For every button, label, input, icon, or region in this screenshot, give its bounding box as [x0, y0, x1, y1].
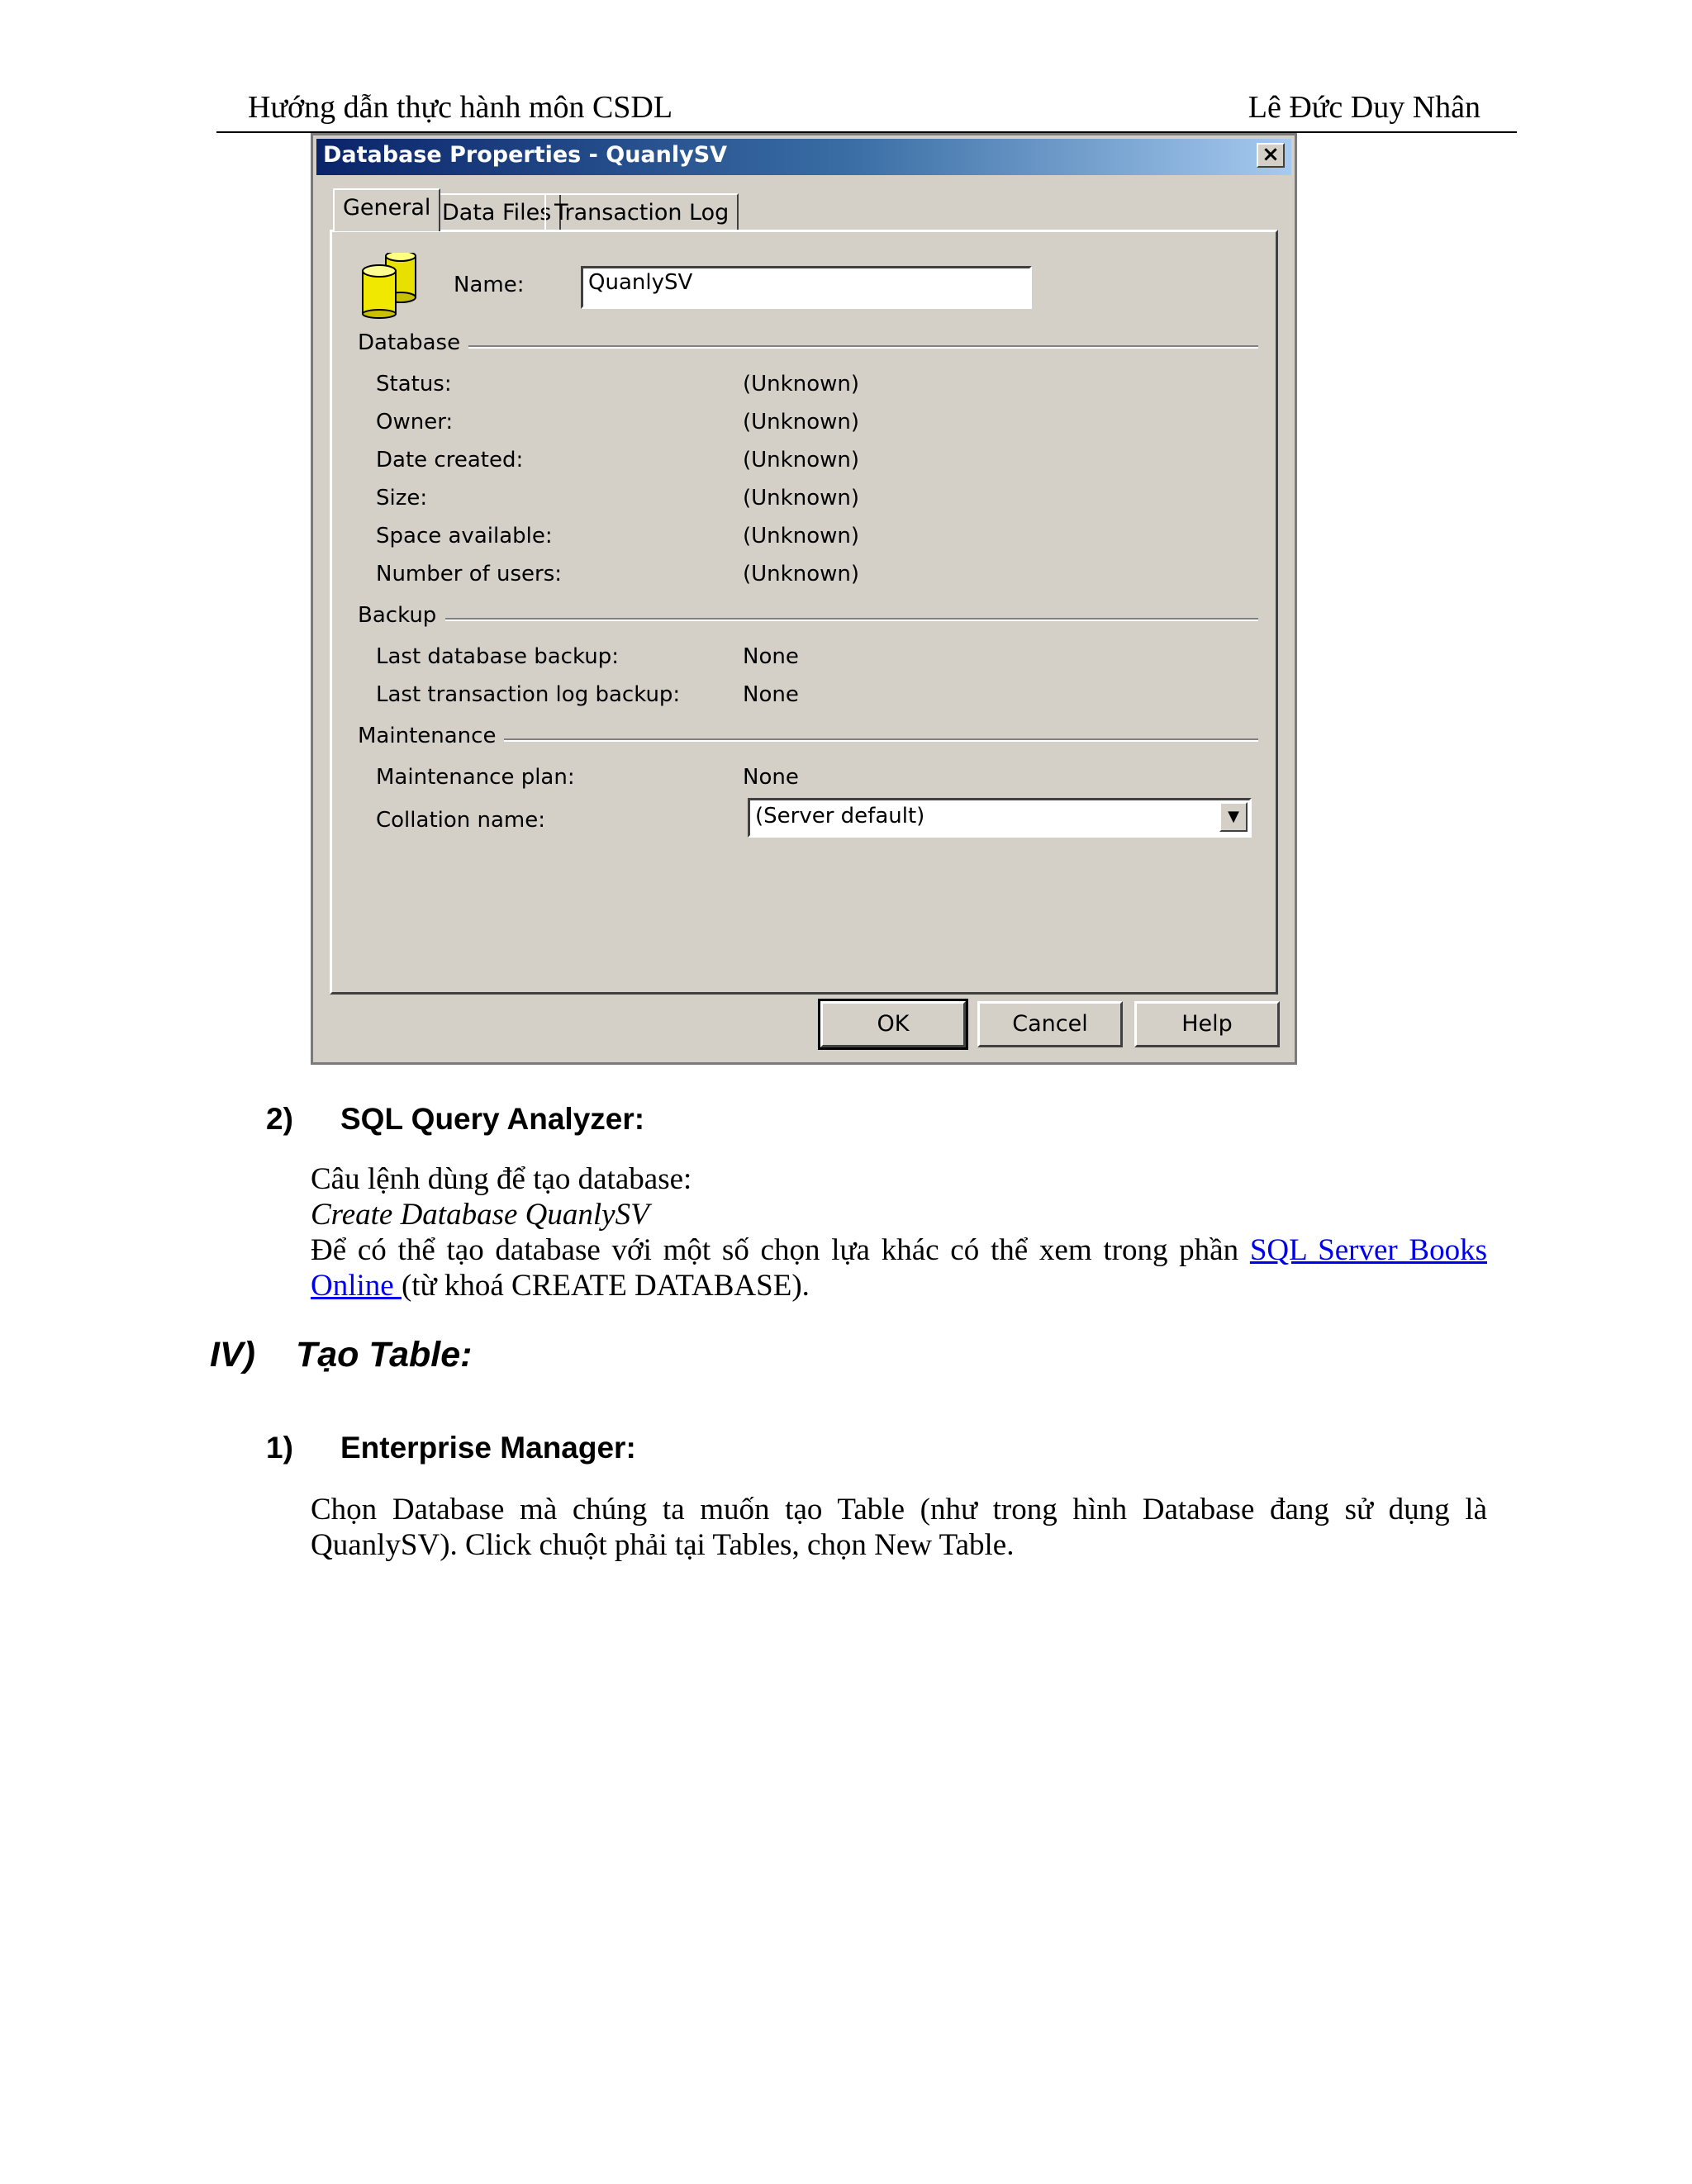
- section-1-number: 1): [266, 1431, 293, 1465]
- status-value: (Unknown): [743, 372, 859, 396]
- date-created-label: Date created:: [376, 448, 524, 472]
- backup-group-line: [445, 618, 1258, 621]
- last-log-backup-label: Last transaction log backup:: [376, 682, 681, 707]
- size-label: Size:: [376, 486, 428, 510]
- tab-general[interactable]: General: [333, 188, 440, 231]
- number-of-users-value: (Unknown): [743, 562, 859, 586]
- database-properties-dialog: [311, 133, 1297, 1065]
- last-log-backup-value: None: [743, 682, 799, 707]
- name-input[interactable]: QuanlySV: [581, 266, 1032, 309]
- page-header-author: Lê Đức Duy Nhân: [1248, 90, 1480, 125]
- section-2-paragraph: [311, 1232, 1487, 1303]
- owner-label: Owner:: [376, 410, 454, 434]
- help-button[interactable]: Help: [1134, 1001, 1280, 1047]
- database-icon: [358, 253, 424, 319]
- section-1-title: Enterprise Manager:: [340, 1431, 636, 1465]
- general-tab-panel: [330, 230, 1278, 995]
- last-database-backup-label: Last database backup:: [376, 644, 619, 669]
- tab-transaction-log[interactable]: Transaction Log: [544, 193, 739, 230]
- database-group-line: [459, 345, 1258, 349]
- dialog-titlebar: [316, 139, 1291, 175]
- section-2-title: SQL Query Analyzer:: [340, 1102, 645, 1136]
- tab-data-files[interactable]: Data Files: [432, 193, 561, 230]
- space-available-value: (Unknown): [743, 524, 859, 548]
- name-label: Name:: [454, 273, 525, 297]
- section-iv-title: Tạo Table:: [296, 1335, 473, 1374]
- space-available-label: Space available:: [376, 524, 553, 548]
- section-1-paragraph: Chọn Database mà chúng ta muốn tạo Table (như trong hình Database đang sử dụng là QuanlySV). Click chuột phải tại Tables, chọn New Table.: [311, 1493, 1487, 1562]
- status-label: Status:: [376, 372, 452, 396]
- section-2-command: Create Database QuanlySV: [311, 1198, 649, 1232]
- maintenance-group-line: [478, 738, 1258, 742]
- dialog-title: Database Properties - QuanlySV: [323, 142, 728, 168]
- section-2-text: Để có thể tạo database với một số chọn lựa khác có thể xem trong phần: [311, 1233, 1250, 1267]
- size-value: (Unknown): [743, 486, 859, 510]
- maintenance-plan-label: Maintenance plan:: [376, 765, 575, 790]
- section-iv-number: IV): [210, 1335, 255, 1374]
- close-button[interactable]: ×: [1257, 143, 1285, 168]
- chevron-down-icon[interactable]: ▼: [1219, 802, 1248, 832]
- section-2-tail: (từ khoá CREATE DATABASE).: [401, 1269, 810, 1303]
- collation-label: Collation name:: [376, 808, 546, 833]
- collation-select[interactable]: [748, 798, 1252, 838]
- date-created-value: (Unknown): [743, 448, 859, 472]
- maintenance-group-label: Maintenance: [358, 724, 504, 748]
- owner-value: (Unknown): [743, 410, 859, 434]
- last-database-backup-value: None: [743, 644, 799, 669]
- ok-button[interactable]: OK: [820, 1001, 966, 1047]
- section-2-number: 2): [266, 1102, 293, 1136]
- books-online-link[interactable]: SQL Server Books Online: [311, 1233, 1488, 1303]
- number-of-users-label: Number of users:: [376, 562, 563, 586]
- backup-group-label: Backup: [358, 603, 444, 628]
- database-group-label: Database: [358, 330, 468, 355]
- section-2-line1: Câu lệnh dùng để tạo database:: [311, 1162, 692, 1196]
- collation-value: (Server default): [755, 804, 925, 828]
- maintenance-plan-value: None: [743, 765, 799, 790]
- page-header-title: Hướng dẫn thực hành môn CSDL: [248, 90, 673, 125]
- cancel-button[interactable]: Cancel: [977, 1001, 1123, 1047]
